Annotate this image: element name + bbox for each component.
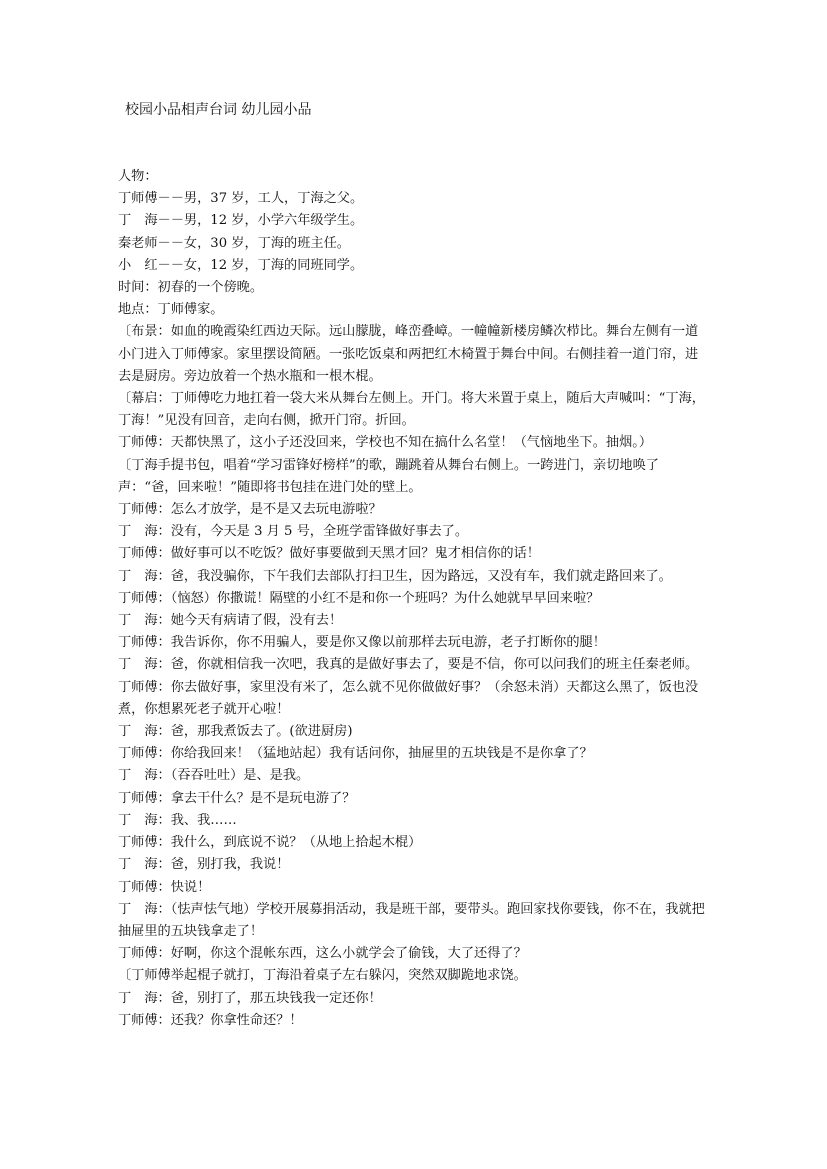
- script-line: 丁 海：爸，我没骗你，下午我们去部队打扫卫生，因为路远，又没有车，我们就走路回来了。: [118, 568, 672, 584]
- script-line: 丁师傅：（恼怒）你撒谎！隔壁的小红不是和你一个班吗？为什么她就早早回来啦？: [118, 590, 600, 606]
- script-line: 〔丁师傅举起棍子就打，丁海沿着桌子左右躲闪，突然双脚跪地求饶。: [118, 968, 527, 984]
- script-line: 丁师傅－－男，37 岁，工人，丁海之父。: [118, 191, 364, 207]
- script-line: 丁 海：爸，别打我，我说！: [118, 857, 290, 873]
- script-line: 丁 海：爸，那我煮饭去了。(欲进厨房): [118, 724, 353, 740]
- script-line: 小 红－－女，12 岁，丁海的同班同学。: [118, 257, 364, 273]
- script-line: 丁师傅：你去做好事，家里没有米了，怎么就不见你做做好事？（余怒未消）天都这么黑了，饭也没煮，你想累死老子就开心啦！: [118, 679, 699, 717]
- script-line: 丁师傅：我什么，到底说不说？（从地上拾起木棍）: [118, 835, 422, 851]
- script-line: 秦老师－－女，30 岁，丁海的班主任。: [118, 235, 350, 251]
- document-body: [118, 166, 706, 1032]
- script-line: 丁师傅：快说！: [118, 879, 211, 895]
- script-line: 丁 海：爸，别打了，那五块钱我一定还你！: [118, 990, 382, 1006]
- script-line: 〔布景：如血的晚霞染红西边天际。远山朦胧，峰峦叠嶂。一幢幢新楼房鳞次栉比。舞台左侧有一道小门进入丁师傅家。家里摆设简陋。一张吃饭桌和两把红木椅置于舞台中间。右侧挂着一道门帘，进去是厨房。旁边放着一个热水瓶和一根木棍。: [118, 324, 699, 384]
- script-line: 丁 海：（吞吞吐吐）是、是我。: [118, 768, 310, 784]
- script-line: 〔丁海手提书包，唱着“学习雷锋好榜样”的歌，蹦跳着从舞台右侧上。一跨进门，亲切地唤了声：“爸，回来啦！”随即将书包挂在进门处的壁上。: [118, 457, 659, 495]
- script-line: 丁 海－－男，12 岁，小学六年级学生。: [118, 213, 364, 229]
- script-line: 丁师傅：天都快黑了，这小子还没回来，学校也不知在搞什么名堂！（气恼地坐下。抽烟。）: [118, 435, 653, 451]
- script-line: 丁师傅：做好事可以不吃饭？做好事要做到天黑才回？鬼才相信你的话！: [118, 546, 540, 562]
- script-line: 人物：: [118, 169, 158, 184]
- script-line: 丁 海：（怯声怯气地）学校开展募捐活动，我是班干部，要带头。跑回家找你要钱，你不在，我就把抽屉里的五块钱拿走了！: [118, 901, 705, 939]
- script-line: 丁师傅：我告诉你，你不用骗人，要是你又像以前那样去玩电游，老子打断你的腿！: [118, 635, 606, 651]
- script-line: 丁师傅：你给我回来！（猛地站起）我有话问你，抽屉里的五块钱是不是你拿了？: [118, 746, 593, 762]
- script-line: 丁师傅：好啊，你这个混帐东西，这么小就学会了偷钱，大了还得了？: [118, 946, 527, 962]
- document-title: 校园小品相声台词 幼儿园小品: [125, 102, 312, 118]
- script-line: 丁师傅：怎么才放学，是不是又去玩电游啦？: [118, 502, 382, 518]
- script-line: 丁 海：爸，你就相信我一次吧，我真的是做好事去了，要是不信，你可以问我们的班主任秦老师。: [118, 657, 699, 673]
- script-line: 丁师傅：拿去干什么？是不是玩电游了？: [118, 790, 356, 806]
- script-line: 地点：丁师傅家。: [118, 302, 224, 318]
- script-line: 丁师傅：还我？你拿性命还？！: [118, 1012, 303, 1028]
- script-line: 时间：初春的一个傍晚。: [118, 280, 264, 296]
- script-line: 丁 海：没有，今天是 3 月 5 号，全班学雷锋做好事去了。: [118, 524, 469, 540]
- script-line: 丁 海：她今天有病请了假，没有去！: [118, 613, 343, 629]
- script-line: 丁 海：我、我……: [118, 812, 237, 828]
- script-line: 〔幕启：丁师傅吃力地扛着一袋大米从舞台左侧上。开门。将大米置于桌上，随后大声喊叫：“丁海，丁海！”见没有回音，走向右侧，掀开门帘。折回。: [118, 391, 705, 429]
